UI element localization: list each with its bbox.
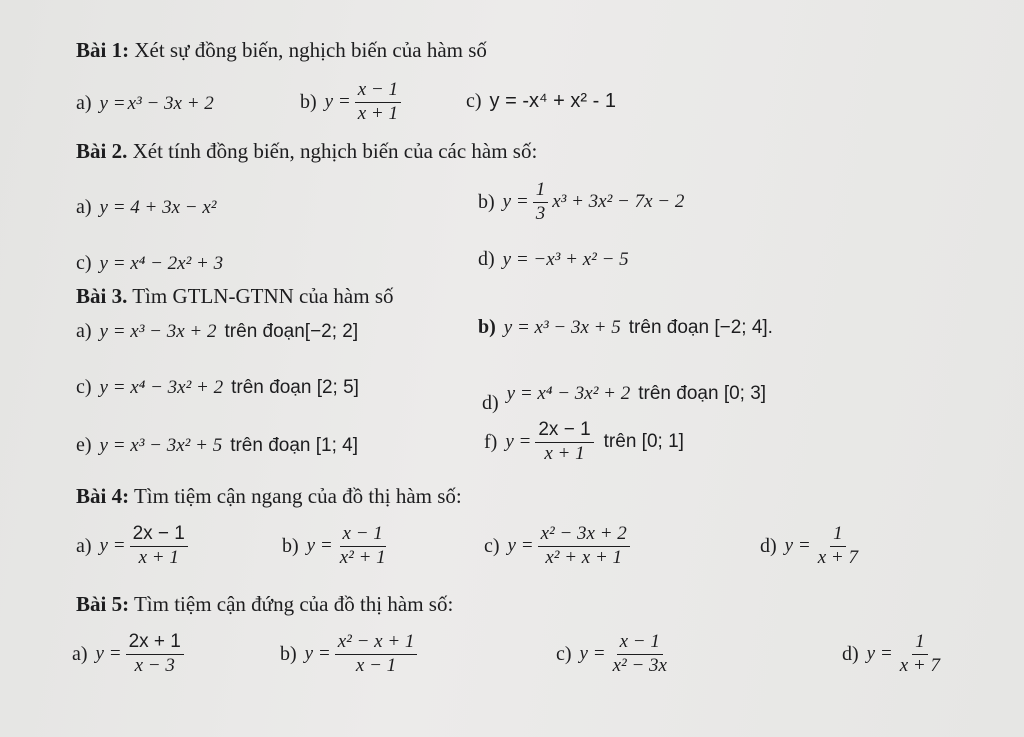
exercise-4-heading bbox=[76, 484, 462, 509]
exercise-2d bbox=[478, 248, 629, 271]
exercise-4b bbox=[282, 524, 391, 569]
numerator: x² − x + 1 bbox=[335, 632, 418, 655]
formula-lhs: y = bbox=[784, 535, 811, 557]
item-label: f) bbox=[484, 430, 498, 453]
exercise-3d bbox=[482, 372, 766, 415]
exercise-4d bbox=[760, 524, 863, 569]
item-label: a) bbox=[76, 196, 92, 218]
exercise-2c bbox=[76, 252, 223, 275]
exercise-2b-formula bbox=[503, 180, 685, 225]
numerator: 2x + 1 bbox=[126, 632, 184, 655]
item-label: a) bbox=[76, 534, 92, 557]
exercise-2d-formula: y = −x³ + x² − 5 bbox=[502, 248, 629, 270]
formula-lhs: y = bbox=[304, 643, 331, 665]
numerator: 1 bbox=[830, 524, 846, 547]
item-label: e) bbox=[76, 434, 92, 456]
fraction bbox=[533, 180, 549, 225]
exercise-1-title: Xét sự đồng biến, nghịch biến của hàm số bbox=[134, 38, 487, 62]
exercise-1-number: Bài 1: bbox=[76, 38, 130, 62]
exercise-1-heading bbox=[76, 38, 487, 63]
fraction bbox=[335, 632, 418, 677]
exercise-5d-formula bbox=[867, 632, 945, 677]
formula-lhs: y = bbox=[507, 535, 534, 557]
exercise-3b bbox=[478, 316, 773, 339]
exercise-3a-formula: y = x³ − 3x + 2 bbox=[99, 320, 217, 342]
exercise-1c-formula: y = -x⁴ + x² - 1 bbox=[489, 90, 616, 112]
item-label: b) bbox=[280, 642, 297, 665]
denominator: x² + 1 bbox=[339, 546, 386, 568]
exercise-5d bbox=[842, 632, 945, 677]
fraction bbox=[355, 80, 401, 125]
exercise-4a-formula bbox=[100, 524, 190, 569]
interval-text: trên đoạn [2; 5] bbox=[231, 376, 359, 398]
numerator: 1 bbox=[912, 632, 928, 655]
exercise-1a bbox=[76, 92, 214, 115]
denominator: x + 1 bbox=[357, 102, 398, 124]
fraction bbox=[815, 524, 861, 569]
formula-lhs: y = bbox=[306, 535, 333, 557]
exercise-5b bbox=[280, 632, 419, 677]
exercise-3-heading bbox=[76, 284, 394, 309]
fraction bbox=[610, 632, 670, 677]
exercise-5a bbox=[72, 632, 186, 677]
exercise-3f bbox=[484, 420, 684, 465]
item-label: a) bbox=[76, 92, 92, 114]
exercise-2-heading bbox=[76, 139, 537, 164]
exercise-5-title: Tìm tiệm cận đứng của đồ thị hàm số: bbox=[133, 592, 454, 616]
item-label: b) bbox=[478, 190, 495, 213]
numerator: x − 1 bbox=[355, 80, 401, 103]
item-label: c) bbox=[76, 252, 92, 274]
item-label: d) bbox=[482, 392, 499, 414]
exercise-3e-formula: y = x³ − 3x² + 5 bbox=[99, 434, 223, 456]
formula-lhs: y = bbox=[99, 92, 126, 114]
exercise-4c bbox=[484, 524, 632, 569]
formula-rest: x³ + 3x² − 7x − 2 bbox=[552, 191, 685, 213]
item-label: a) bbox=[76, 320, 92, 342]
exercise-2c-formula: y = x⁴ − 2x² + 3 bbox=[99, 252, 224, 274]
exercise-3c-formula: y = x⁴ − 3x² + 2 bbox=[99, 376, 224, 398]
formula-lhs: y = bbox=[324, 91, 351, 113]
exercise-1c bbox=[466, 90, 616, 113]
exercise-3-number: Bài 3. bbox=[76, 284, 128, 308]
exercise-3-title: Tìm GTLN-GTNN của hàm số bbox=[132, 284, 394, 308]
formula-lhs: y = bbox=[95, 643, 122, 665]
exercise-4d-formula bbox=[785, 524, 863, 569]
numerator: x − 1 bbox=[340, 524, 386, 547]
exercise-5-heading bbox=[76, 592, 453, 617]
exercise-1b-formula bbox=[325, 80, 403, 125]
denominator: x + 1 bbox=[544, 442, 585, 464]
formula-lhs: y = bbox=[99, 535, 126, 557]
formula-expr: x³ − 3x + 2 bbox=[127, 92, 214, 114]
exercise-4c-formula bbox=[508, 524, 632, 569]
fraction bbox=[130, 524, 188, 569]
formula-lhs: y = bbox=[579, 643, 606, 665]
exercise-2a bbox=[76, 196, 217, 219]
denominator: x + 1 bbox=[138, 546, 179, 568]
denominator: 3 bbox=[535, 202, 546, 224]
formula-lhs: y = bbox=[502, 191, 529, 213]
interval-text: trên đoạn[−2; 2] bbox=[224, 320, 359, 342]
item-label: c) bbox=[76, 376, 92, 398]
interval-text: trên đoạn [1; 4] bbox=[230, 434, 359, 456]
exercise-3f-formula bbox=[505, 420, 595, 465]
exercise-3b-formula: y = x³ − 3x + 5 bbox=[503, 316, 621, 338]
item-label: c) bbox=[466, 90, 482, 112]
item-label: c) bbox=[556, 642, 572, 665]
item-label: b) bbox=[282, 534, 299, 557]
interval-text: trên đoạn [−2; 4]. bbox=[628, 316, 773, 338]
exercise-4-title: Tìm tiệm cận ngang của đồ thị hàm số: bbox=[133, 484, 462, 508]
exercise-3c bbox=[76, 376, 359, 399]
exercise-4-number: Bài 4: bbox=[76, 484, 130, 508]
item-label: a) bbox=[72, 642, 88, 665]
interval-text: trên [0; 1] bbox=[603, 431, 684, 453]
exercise-1a-formula bbox=[100, 93, 214, 115]
exercise-5c bbox=[556, 632, 672, 677]
numerator: 2x − 1 bbox=[535, 420, 593, 443]
item-label: c) bbox=[484, 534, 500, 557]
numerator: 1 bbox=[533, 180, 549, 203]
item-label: d) bbox=[760, 534, 777, 557]
fraction bbox=[897, 632, 943, 677]
exercise-1b bbox=[300, 80, 403, 125]
exercise-2a-formula: y = 4 + 3x − x² bbox=[99, 196, 217, 218]
item-label: b) bbox=[300, 90, 317, 113]
fraction bbox=[538, 524, 630, 569]
denominator: x² − 3x bbox=[612, 654, 667, 676]
denominator: x + 7 bbox=[817, 546, 858, 568]
denominator: x² + x + 1 bbox=[545, 546, 623, 568]
denominator: x − 3 bbox=[134, 654, 175, 676]
numerator: x − 1 bbox=[617, 632, 663, 655]
denominator: x + 7 bbox=[899, 654, 940, 676]
exercise-4b-formula bbox=[307, 524, 391, 569]
exercise-3a bbox=[76, 320, 358, 343]
exercise-2-title: Xét tính đồng biến, nghịch biến của các hàm số: bbox=[132, 139, 538, 163]
exercise-5-number: Bài 5: bbox=[76, 592, 130, 616]
item-label: b) bbox=[478, 316, 496, 338]
fraction bbox=[535, 420, 593, 465]
formula-lhs: y = bbox=[505, 431, 532, 453]
fraction bbox=[337, 524, 389, 569]
exercise-4a bbox=[76, 524, 190, 569]
formula-lhs: y = bbox=[866, 643, 893, 665]
interval-text: trên đoạn [0; 3] bbox=[638, 382, 767, 404]
numerator: 2x − 1 bbox=[130, 524, 188, 547]
exercise-3d-formula: y = x⁴ − 3x² + 2 bbox=[506, 382, 631, 404]
exercise-5c-formula bbox=[580, 632, 672, 677]
fraction bbox=[126, 632, 184, 677]
exercise-3e bbox=[76, 434, 358, 457]
numerator: x² − 3x + 2 bbox=[538, 524, 630, 547]
denominator: x − 1 bbox=[355, 654, 397, 676]
item-label: d) bbox=[478, 248, 495, 270]
exercise-5a-formula bbox=[96, 632, 186, 677]
item-label: d) bbox=[842, 642, 859, 665]
exercise-5b-formula bbox=[305, 632, 420, 677]
exercise-2b bbox=[478, 180, 684, 225]
exercise-2-number: Bài 2. bbox=[76, 139, 128, 163]
